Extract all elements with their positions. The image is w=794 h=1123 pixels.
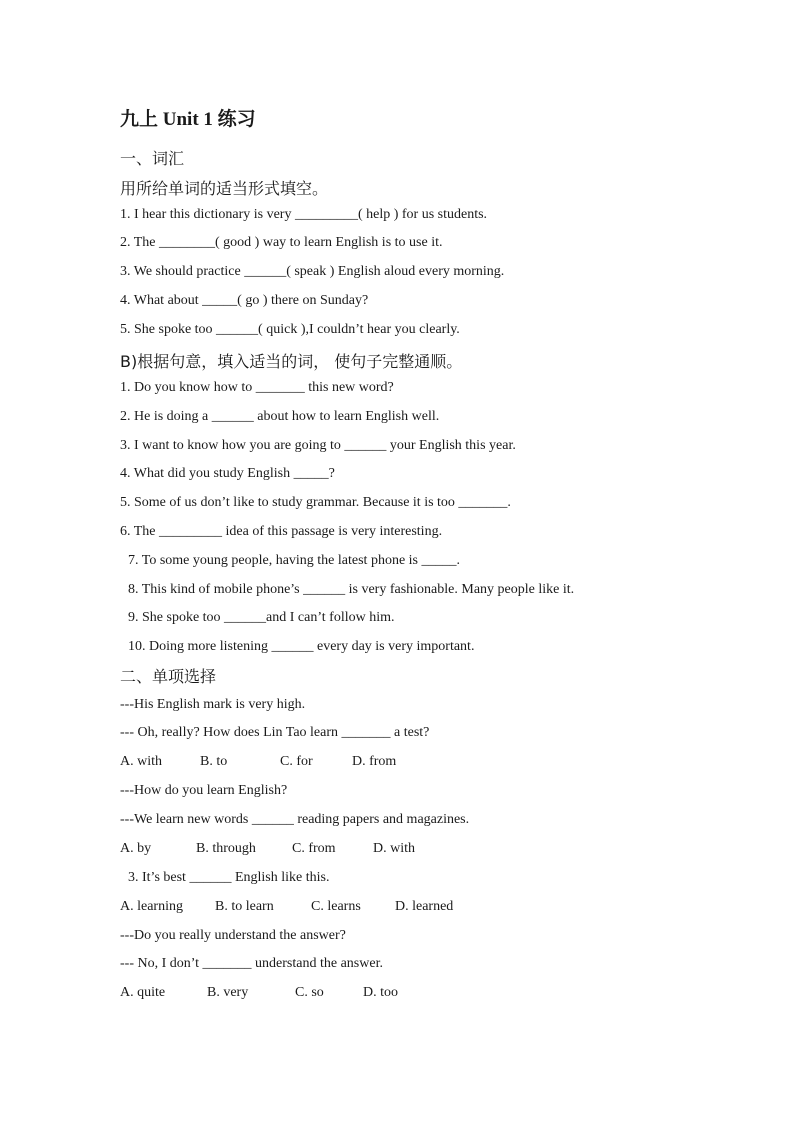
option-d: D. learned <box>395 899 454 914</box>
answer-options <box>120 841 680 861</box>
part-b-item: 9. She spoke too ______and I can’t follow him. <box>128 610 395 625</box>
option-a: A. by <box>120 841 152 856</box>
part-b-instruction: B)根据句意，填入适当的词， 使句子完整通顺。 <box>120 352 463 371</box>
question-line: ---How do you learn English? <box>120 783 288 798</box>
part-a-item: 2. The ________( good ) way to learn English is to use it. <box>120 235 443 250</box>
question-line: --- Oh, really? How does Lin Tao learn _______ a test? <box>120 725 430 740</box>
part-a-item: 1. I hear this dictionary is very _________( help ) for us students. <box>120 207 488 222</box>
part-a-item: 3. We should practice ______( speak ) English aloud every morning. <box>120 264 505 279</box>
option-b: B. very <box>207 985 249 1000</box>
question-line: ---Do you really understand the answer? <box>120 928 346 943</box>
option-d: D. too <box>363 985 398 1000</box>
answer-options <box>120 754 680 774</box>
part-b-item: 4. What did you study English _____? <box>120 466 335 481</box>
answer-options <box>120 899 680 919</box>
option-a: A. learning <box>120 899 183 914</box>
question-line: ---We learn new words ______ reading papers and magazines. <box>120 812 470 827</box>
part-b-item: 3. I want to know how you are going to ______ your English this year. <box>120 438 516 453</box>
option-b: B. to learn <box>215 899 274 914</box>
option-a: A. quite <box>120 985 166 1000</box>
option-d: D. from <box>352 754 397 769</box>
part-b-item: 8. This kind of mobile phone’s ______ is very fashionable. Many people like it. <box>128 582 575 597</box>
section-multiple-choice-heading: 二、单项选择 <box>120 667 217 686</box>
part-b-item: 1. Do you know how to _______ this new word? <box>120 380 394 395</box>
option-c: C. so <box>295 985 324 1000</box>
option-b: B. to <box>200 754 228 769</box>
question-line: --- No, I don’t _______ understand the answer. <box>120 956 383 971</box>
option-d: D. with <box>373 841 415 856</box>
option-a: A. with <box>120 754 162 769</box>
part-b-item: 5. Some of us don’t like to study grammar. Because it is too _______. <box>120 495 511 510</box>
answer-options <box>120 985 680 1005</box>
page-title: 九上 Unit 1 练习 <box>120 109 256 130</box>
part-a-item: 5. She spoke too ______( quick ),I couldn’t hear you clearly. <box>120 322 460 337</box>
option-c: C. for <box>280 754 313 769</box>
part-b-item: 6. The _________ idea of this passage is very interesting. <box>120 524 443 539</box>
option-b: B. through <box>196 841 256 856</box>
option-c: C. learns <box>311 899 361 914</box>
section-vocabulary-heading: 一、词汇 <box>120 149 185 168</box>
part-b-item: 10. Doing more listening ______ every day is very important. <box>128 639 475 654</box>
option-c: C. from <box>292 841 336 856</box>
part-a-item: 4. What about _____( go ) there on Sunday? <box>120 293 369 308</box>
question-line: 3. It’s best ______ English like this. <box>128 870 330 885</box>
question-line: ---His English mark is very high. <box>120 697 306 712</box>
part-b-item: 2. He is doing a ______ about how to learn English well. <box>120 409 440 424</box>
part-b-item: 7. To some young people, having the latest phone is _____. <box>128 553 460 568</box>
part-a-instruction: 用所给单词的适当形式填空。 <box>120 179 329 198</box>
